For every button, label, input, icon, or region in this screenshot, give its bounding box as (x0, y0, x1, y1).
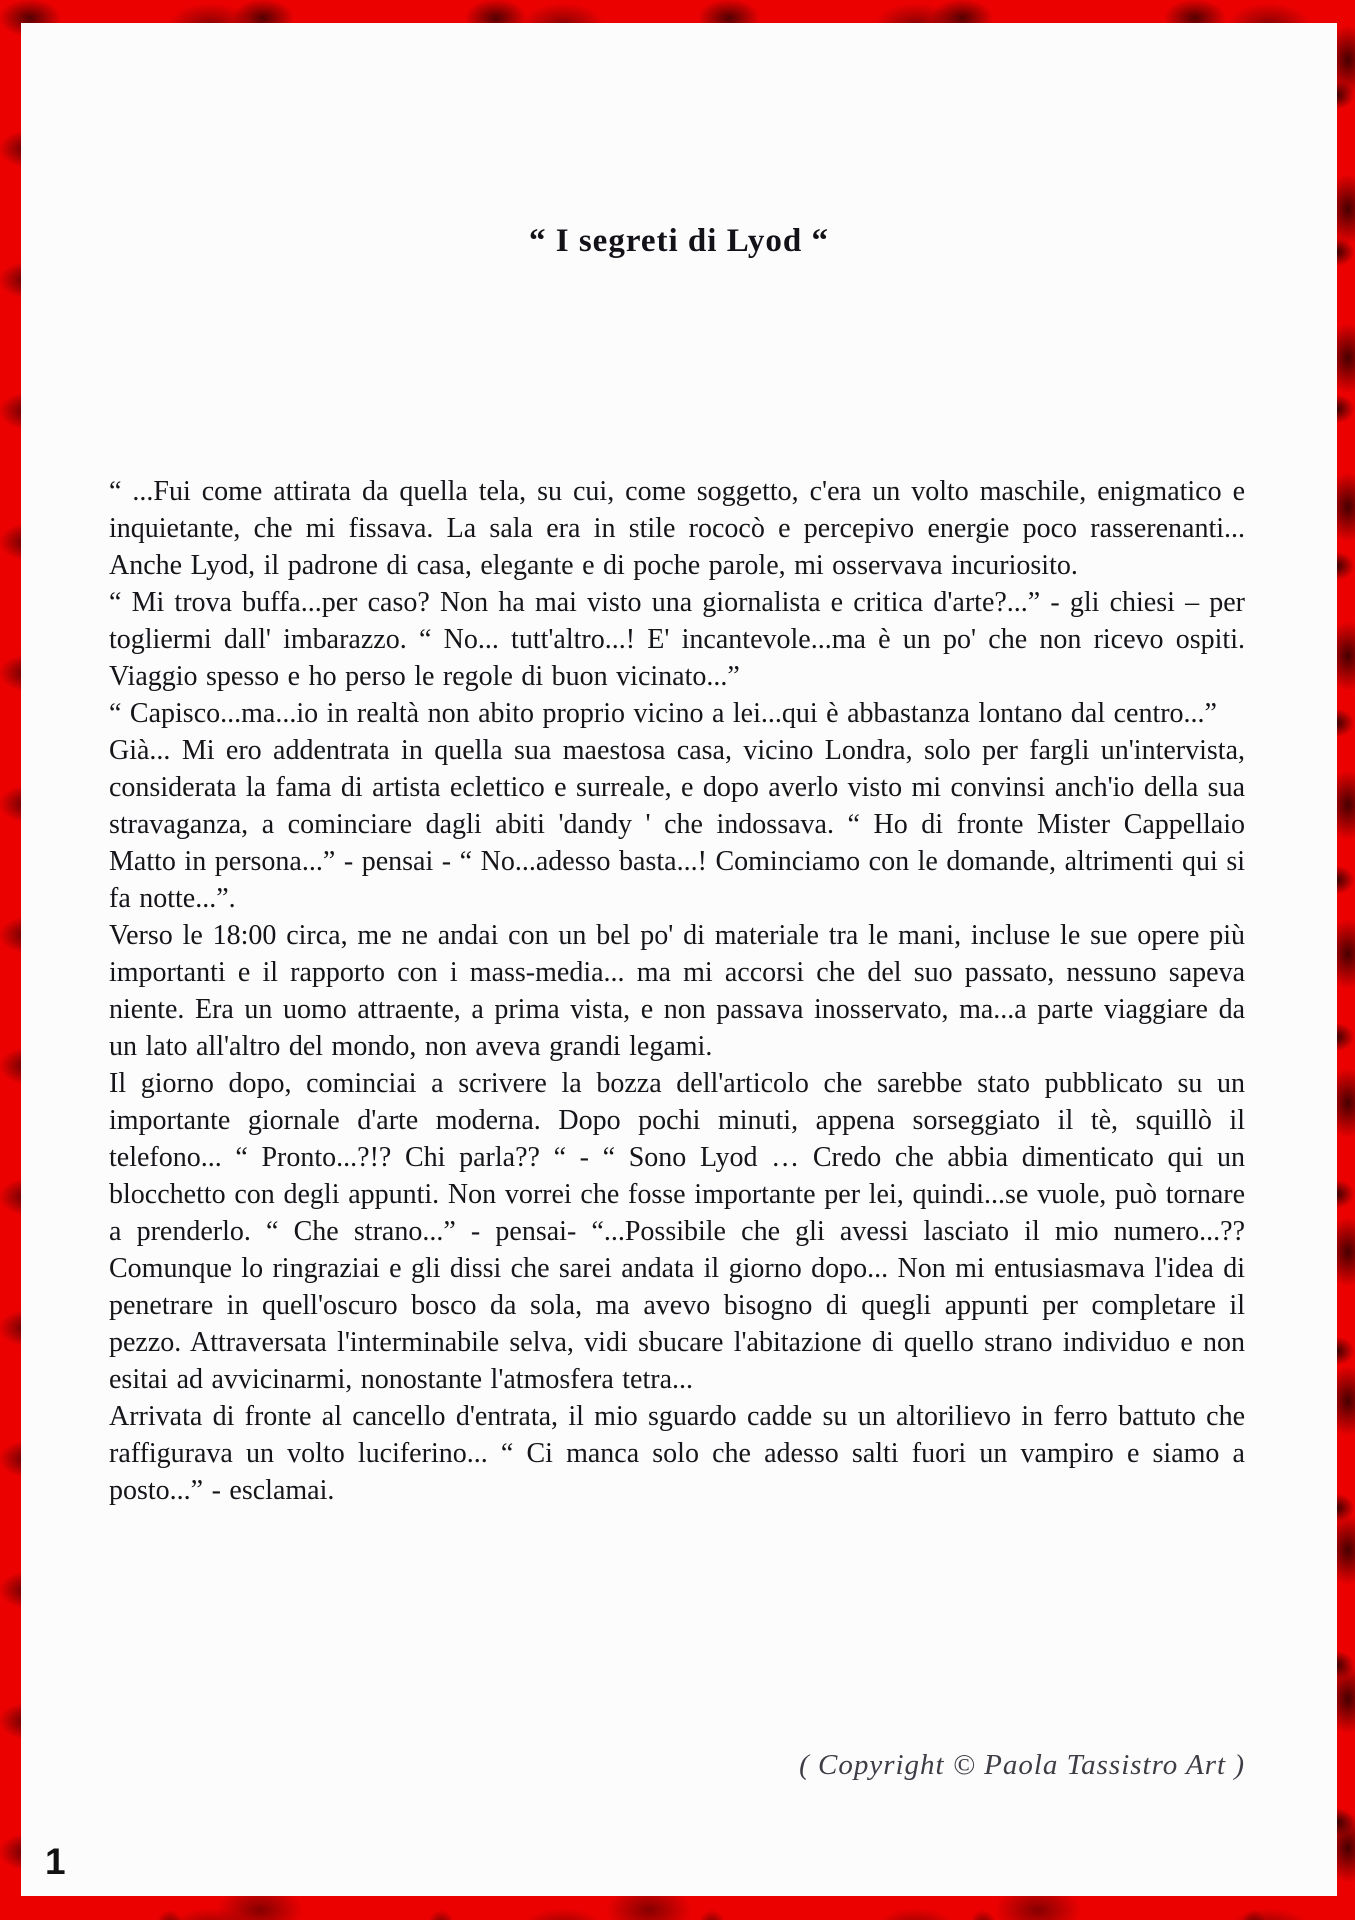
paragraph: “ Mi trova buffa...per caso? Non ha mai visto una giornalista e critica d'arte?...” - gli chiesi – per togliermi dall' imbarazzo. “ No... tutt'altro...! E' incantevole...ma è un po' che non ricevo ospiti. Viaggio spesso e ho perso le regole di buon vicinato...” (109, 587, 1245, 692)
paragraph: Il giorno dopo, cominciai a scrivere la bozza dell'articolo che sarebbe stato pubblicato su un importante giornale d'arte moderna. Dopo pochi minuti, appena sorseggiato il tè, squillò il telefono... “ Pronto...?!? Chi parla?? “ - “ Sono Lyod … Credo che abbia dimenticato qui un blocchetto con degli appunti. Non vorrei che fosse importante per lei, quindi...se vuole, può tornare a prenderlo. “ Che strano...” - pensai- “...Possibile che gli avessi lasciato il mio numero...?? Comunque lo ringraziai e gli dissi che sarei andata il giorno dopo... Non mi entusiasmava l'idea di penetrare in quell'oscuro bosco da sola, ma avevo bisogno di quegli appunti per completare il pezzo. Attraversata l'interminabile selva, vidi sbucare l'abitazione di quello strano individuo e non esitai ad avvicinarmi, nonostante l'atmosfera tetra... (109, 1068, 1245, 1395)
paragraph: Già... Mi ero addentrata in quella sua maestosa casa, vicino Londra, solo per fargli un'intervista, considerata la fama di artista eclettico e surreale, e dopo averlo visto mi convinsi anch'io della sua stravaganza, a cominciare dagli abiti 'dandy ' che indossava. “ Ho di fronte Mister Cappellaio Matto in persona...” - pensai - “ No...adesso basta...! Cominciamo con le domande, altrimenti qui si fa notte...”. (109, 735, 1245, 914)
copyright-line: ( Copyright © Paola Tassistro Art ) (799, 1749, 1245, 1781)
paragraph: Verso le 18:00 circa, me ne andai con un bel po' di materiale tra le mani, incluse le sue opere più importanti e il rapporto con i mass-media... ma mi accorsi che del suo passato, nessuno sapeva niente. Era un uomo attraente, a prima vista, e non passava inosservato, ma...a parte viaggiare da un lato all'altro del mondo, non aveva grandi legami. (109, 920, 1245, 1062)
page-number: 1 (45, 1841, 66, 1882)
paragraph: “ ...Fui come attirata da quella tela, su cui, come soggetto, c'era un volto maschile, enigmatico e inquietante, che mi fissava. La sala era in stile rococò e percepivo energie poco rasserenanti... Anche Lyod, il padrone di casa, elegante e di poche parole, mi osservava incuriosito. (109, 476, 1245, 581)
document-page (21, 23, 1337, 1896)
paragraph: “ Capisco...ma...io in realtà non abito proprio vicino a lei...qui è abbastanza lontano dal centro...” (109, 698, 1217, 729)
paragraph: Arrivata di fronte al cancello d'entrata, il mio sguardo cadde su un altorilievo in ferro battuto che raffigurava un volto luciferino... “ Ci manca solo che adesso salti fuori un vampiro e siamo a posto...” - esclamai. (109, 1401, 1245, 1506)
page-title: “ I segreti di Lyod “ (528, 223, 829, 259)
story-text (109, 473, 1245, 1509)
